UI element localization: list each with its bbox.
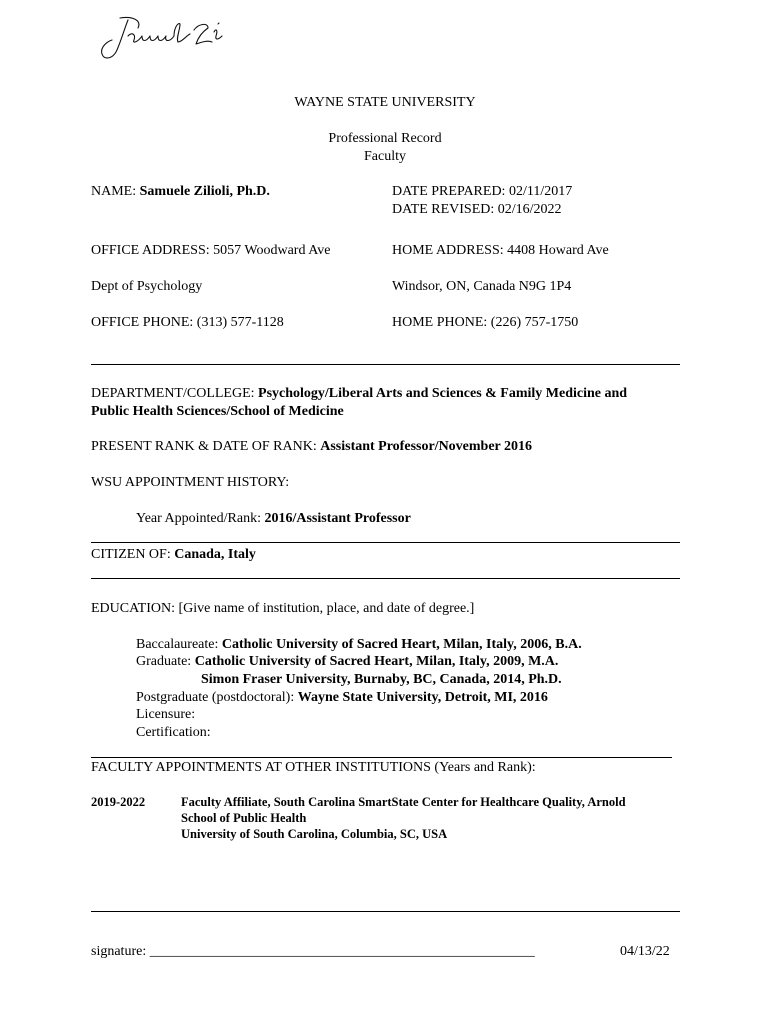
signature-line	[91, 943, 535, 961]
department-line1	[91, 385, 627, 403]
citizenship-line	[91, 546, 256, 564]
office-address: OFFICE ADDRESS: 5057 Woodward Ave	[91, 243, 331, 258]
divider	[91, 578, 680, 579]
graduate-value-1: Catholic University of Sacred Heart, Milan, Italy, 2009, M.A.	[194, 654, 559, 669]
appointment-years-value: 2019-2022	[91, 795, 146, 809]
name-value: Samuele Zilioli, Ph.D.	[139, 184, 270, 199]
department-label: DEPARTMENT/COLLEGE:	[91, 386, 255, 401]
education-label: EDUCATION: [Give name of institution, place, and date of degree.]	[91, 601, 475, 616]
home-phone: HOME PHONE: (226) 757-1750	[392, 315, 579, 330]
baccalaureate-value: Catholic University of Sacred Heart, Milan, Italy, 2006, B.A.	[221, 637, 582, 652]
department-line2	[91, 403, 344, 421]
department-value-2: Public Health Sciences/School of Medicine	[91, 404, 344, 419]
home-city: Windsor, ON, Canada N9G 1P4	[392, 279, 572, 294]
name-label: NAME:	[91, 184, 137, 199]
appointment-line-3: University of South Carolina, Columbia, SC, USA	[181, 827, 448, 841]
signature-date: 04/13/22	[620, 944, 670, 959]
citizenship-label: CITIZEN OF:	[91, 547, 171, 562]
rank-line	[91, 438, 532, 456]
date-revised: DATE REVISED: 02/16/2022	[392, 202, 562, 217]
appointment-line-2: School of Public Health	[181, 811, 307, 825]
licensure-label: Licensure:	[136, 707, 196, 722]
divider	[91, 911, 680, 912]
education-postgraduate	[136, 689, 548, 707]
postgraduate-value: Wayne State University, Detroit, MI, 2016	[297, 690, 548, 705]
graduate-value-2: Simon Fraser University, Burnaby, BC, Canada, 2014, Ph.D.	[201, 672, 562, 687]
record-title: Professional Record	[328, 131, 442, 146]
office-department: Dept of Psychology	[91, 279, 203, 294]
department-value-1: Psychology/Liberal Arts and Sciences & Family Medicine and	[258, 386, 628, 401]
appointment-years	[91, 794, 145, 810]
divider	[91, 364, 680, 365]
certification-label: Certification:	[136, 725, 211, 740]
citizenship-value: Canada, Italy	[174, 547, 256, 562]
appointment-details	[181, 794, 626, 842]
divider	[91, 542, 680, 543]
signature-label: signature:	[91, 944, 147, 959]
appointment-item-value: 2016/Assistant Professor	[264, 511, 411, 526]
signature-image	[98, 14, 228, 64]
university-name: WAYNE STATE UNIVERSITY	[294, 95, 476, 110]
education-graduate	[136, 653, 558, 671]
appointment-history-item	[136, 510, 411, 528]
appointment-item-label: Year Appointed/Rank:	[136, 511, 261, 526]
appointment-line-1: Faculty Affiliate, South Carolina SmartState Center for Healthcare Quality, Arnold	[181, 795, 626, 809]
appointment-history-label: WSU APPOINTMENT HISTORY:	[91, 475, 290, 490]
office-phone: OFFICE PHONE: (313) 577-1128	[91, 315, 284, 330]
rank-value: Assistant Professor/November 2016	[320, 439, 533, 454]
education-graduate-2	[201, 671, 562, 689]
rank-label: PRESENT RANK & DATE OF RANK:	[91, 439, 317, 454]
graduate-label: Graduate:	[136, 654, 192, 669]
faculty-appointments-label: FACULTY APPOINTMENTS AT OTHER INSTITUTIONS (Years and Rank):	[91, 760, 536, 775]
postgraduate-label: Postgraduate (postdoctoral):	[136, 690, 295, 705]
name-line	[91, 183, 270, 201]
education-baccalaureate	[136, 636, 582, 654]
divider	[91, 757, 672, 758]
home-address: HOME ADDRESS: 4408 Howard Ave	[392, 243, 609, 258]
date-prepared: DATE PREPARED: 02/11/2017	[392, 184, 573, 199]
baccalaureate-label: Baccalaureate:	[136, 637, 219, 652]
record-subtitle: Faculty	[364, 149, 406, 164]
signature-blank: _______________________________________________________	[149, 944, 535, 959]
